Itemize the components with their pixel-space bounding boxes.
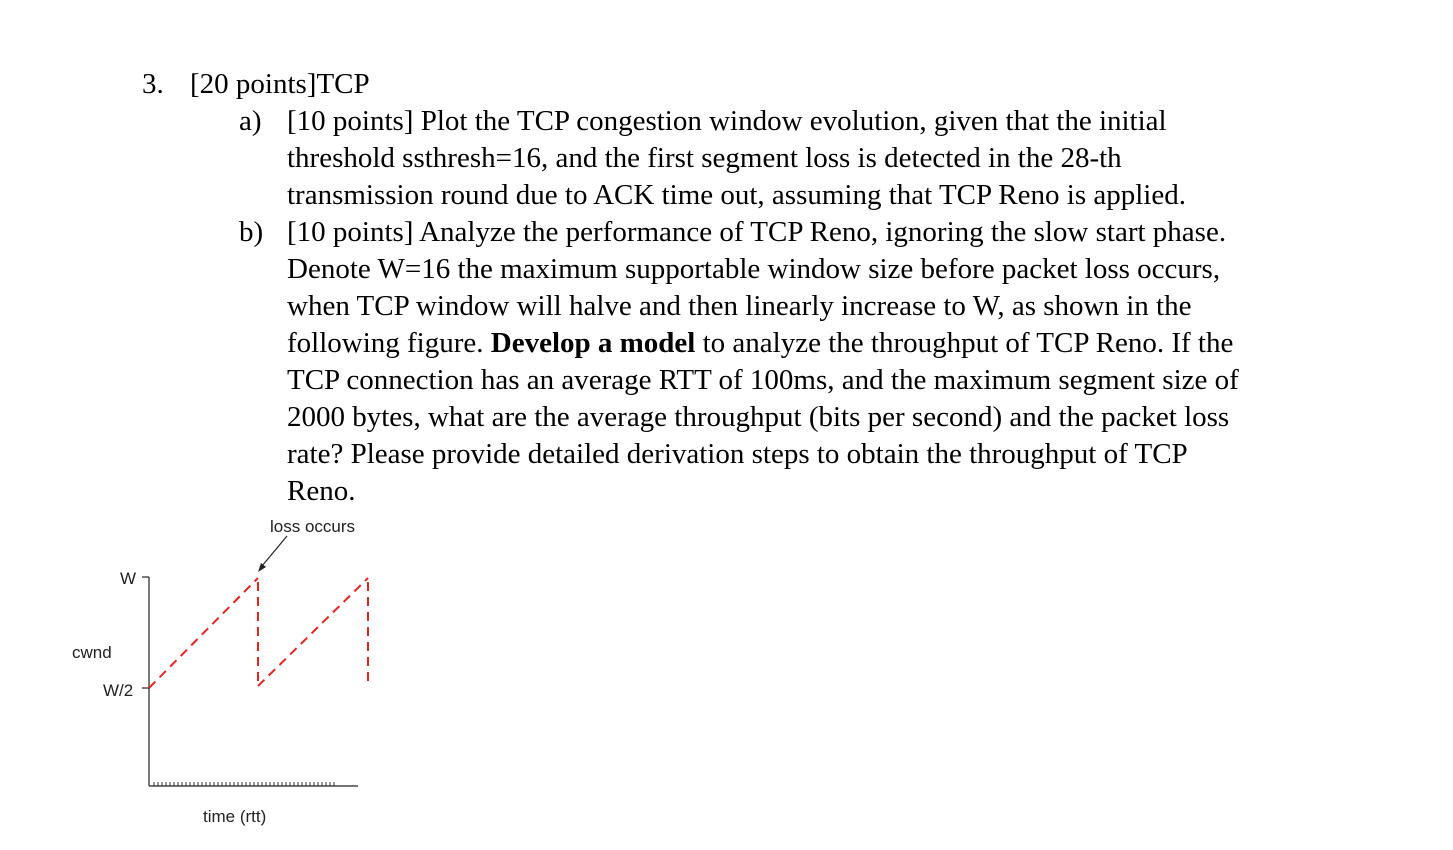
y-axis-label: cwnd	[72, 643, 112, 662]
part-b-line: rate? Please provide detailed derivation steps to obtain the throughput of TCP	[287, 438, 1188, 470]
x-axis-label: time (rtt)	[203, 807, 267, 826]
loss-annotation: loss occurs	[270, 517, 356, 536]
additive-increase-segment	[258, 578, 368, 686]
part-a-text	[287, 103, 1359, 214]
y-tick-label-w: W	[120, 569, 137, 588]
part-a-line: transmission round due to ACK time out, assuming that TCP Reno is applied.	[287, 179, 1186, 211]
part-b-line4-post: to analyze the throughput of TCP Reno. If the	[695, 327, 1234, 359]
part-a	[239, 103, 1359, 214]
part-b-line4-pre: following figure.	[287, 327, 491, 359]
part-b-line: Reno.	[287, 475, 356, 507]
cwnd-sawtooth	[149, 578, 368, 688]
part-b-line: TCP connection has an average RTT of 100ms, and the maximum segment size of	[287, 364, 1239, 396]
question-heading	[142, 66, 370, 103]
part-b-line: [10 points] Analyze the performance of TCP Reno, ignoring the slow start phase.	[287, 216, 1227, 248]
part-b-marker: b)	[239, 216, 264, 248]
develop-model-emphasis: Develop a model	[490, 327, 696, 359]
part-b-line: Denote W=16 the maximum supportable window size before packet loss occurs,	[287, 253, 1221, 285]
annotation-arrow-head	[258, 563, 266, 572]
part-b-text	[287, 214, 1359, 510]
annotation-arrow-shaft	[262, 536, 287, 566]
question-number: 3.	[142, 68, 164, 100]
cwnd-sawtooth-figure	[0, 500, 420, 840]
part-b-line: when TCP window will halve and then linearly increase to W, as shown in the	[287, 290, 1192, 322]
part-a-marker: a)	[239, 105, 262, 137]
y-tick-label-w-half: W/2	[103, 681, 134, 700]
part-b-line: 2000 bytes, what are the average throughput (bits per second) and the packet loss	[287, 401, 1230, 433]
part-b-line	[287, 325, 1359, 362]
part-b	[239, 214, 1359, 510]
part-a-line: threshold ssthresh=16, and the first segment loss is detected in the 28-th	[287, 142, 1122, 174]
part-a-line: [10 points] Plot the TCP congestion window evolution, given that the initial	[287, 105, 1167, 137]
additive-increase-segment	[149, 578, 258, 688]
question-title: [20 points]TCP	[190, 68, 370, 100]
